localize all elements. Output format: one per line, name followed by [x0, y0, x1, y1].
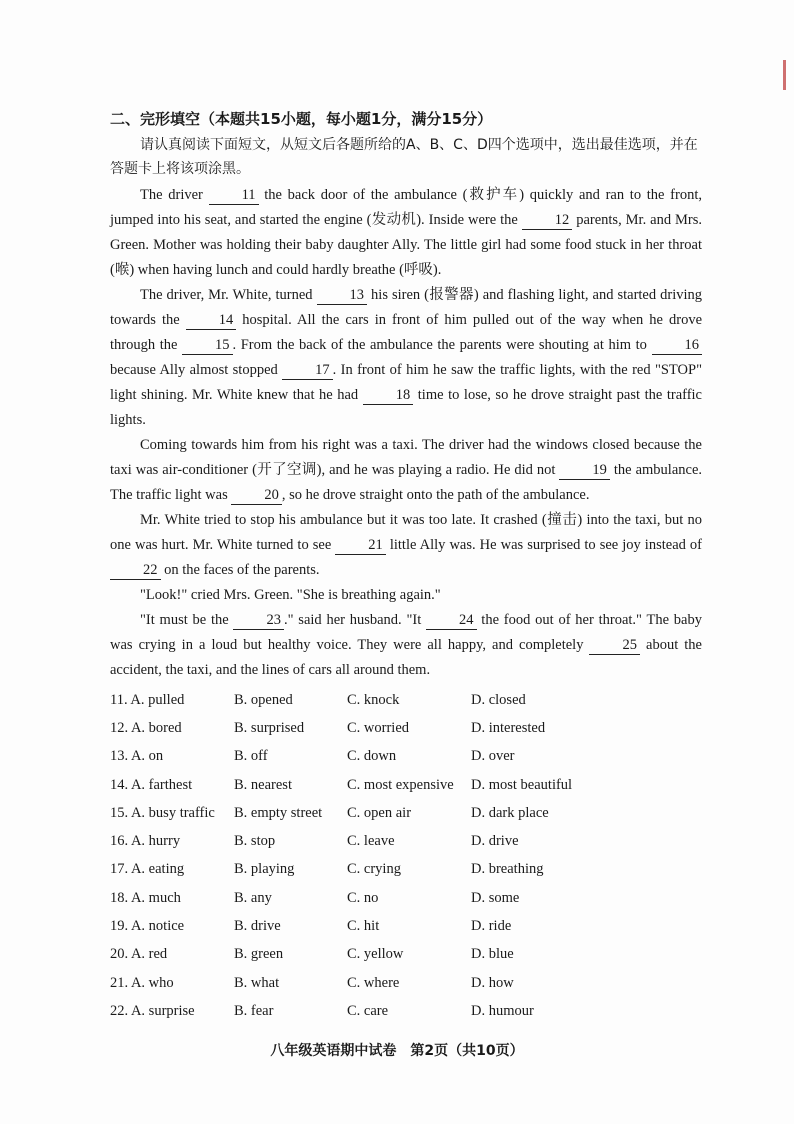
option-13-c: C. down: [347, 748, 397, 765]
option-16-a: 16. A. hurry: [110, 833, 181, 850]
option-20-b: B. green: [234, 946, 284, 963]
option-16-b: B. stop: [234, 833, 276, 850]
option-11-a: 11. A. pulled: [110, 691, 185, 708]
scan-edge-mark: [783, 60, 786, 90]
option-19-d: D. ride: [471, 918, 512, 935]
page-footer: 八年级英语期中试卷 第2页（共10页）: [270, 1043, 524, 1059]
option-20-a: 20. A. red: [110, 946, 168, 963]
blank-12: 12: [522, 212, 573, 230]
option-17-d: D. breathing: [471, 861, 544, 878]
option-row-17: [110, 856, 710, 884]
option-17-c: C. crying: [347, 861, 401, 878]
paragraph-5: "Look!" cried Mrs. Green. "She is breathing again.": [140, 587, 441, 603]
option-row-13: [110, 743, 710, 771]
option-15-b: B. empty street: [234, 804, 323, 821]
option-22-a: 22. A. surprise: [110, 1002, 195, 1019]
option-13-d: D. over: [471, 748, 515, 765]
option-12-c: C. worried: [347, 719, 410, 736]
option-21-d: D. how: [471, 974, 514, 991]
blank-24: 24: [426, 612, 477, 630]
option-21-c: C. where: [347, 974, 400, 991]
paragraph-6: "It must be the 23 ." said her husband. "It 24 the food out of her throat." The baby was crying in a loud but healthy voice. They were all happy, and completely 25 about the accident, the taxi, and the lines of cars all around them.: [110, 612, 702, 678]
blank-17: 17: [282, 362, 333, 380]
blank-14: 14: [186, 312, 237, 330]
answer-options: [110, 686, 710, 1026]
option-17-a: 17. A. eating: [110, 861, 185, 878]
option-12-d: D. interested: [471, 719, 546, 736]
blank-15: 15: [182, 337, 233, 355]
option-row-20: [110, 941, 710, 969]
option-row-16: [110, 827, 710, 855]
option-19-c: C. hit: [347, 918, 380, 935]
option-19-a: 19. A. notice: [110, 918, 185, 935]
option-11-d: D. closed: [471, 691, 526, 708]
option-21-b: B. what: [234, 974, 280, 991]
blank-16: 16: [652, 337, 703, 355]
paragraph-3: Coming towards him from his right was a taxi. The driver had the windows closed because the taxi was air-conditioner (开了空调), and he was playing a radio. He did not 19 the ambulance. The traffic light was 20 , so he drove straight onto the path of the ambulance.: [110, 437, 703, 503]
option-14-a: 14. A. farthest: [110, 776, 193, 793]
blank-11: 11: [209, 187, 259, 205]
blank-25: 25: [589, 637, 640, 655]
blank-19: 19: [559, 462, 610, 480]
option-14-c: C. most expensive: [347, 776, 454, 793]
option-row-15: [110, 799, 710, 827]
option-22-c: C. care: [347, 1002, 389, 1019]
blank-23: 23: [233, 612, 284, 630]
option-21-a: 21. A. who: [110, 974, 174, 991]
option-13-a: 13. A. on: [110, 748, 164, 765]
option-17-b: B. playing: [234, 861, 295, 878]
option-20-c: C. yellow: [347, 946, 404, 963]
option-18-b: B. any: [234, 889, 272, 906]
option-row-21: [110, 969, 710, 997]
option-row-18: [110, 884, 710, 912]
section-title: 二、完形填空（本题共15小题，每小题1分，满分15分）: [110, 110, 493, 128]
option-16-d: D. drive: [471, 833, 519, 850]
option-12-a: 12. A. bored: [110, 719, 182, 736]
blank-22: 22: [110, 562, 161, 580]
option-18-d: D. some: [471, 889, 520, 906]
option-22-b: B. fear: [234, 1002, 274, 1019]
paragraph-4: Mr. White tried to stop his ambulance but it was too late. It crashed (撞击) into the taxi, but no one was hurt. Mr. White turned to see 21 little Ally was. He was surprised to see joy instead of 22 on the faces of the parents.: [110, 512, 702, 578]
option-row-11: [110, 686, 710, 714]
option-row-19: [110, 912, 710, 940]
option-11-c: C. knock: [347, 691, 400, 708]
section-instruction: 请认真阅读下面短文，从短文后各题所给的A、B、C、D四个选项中，选出最佳选项，并在答题卡上将该项涂黑。: [110, 137, 698, 177]
option-row-12: [110, 714, 710, 742]
option-15-c: C. open air: [347, 804, 412, 821]
blank-13: 13: [317, 287, 368, 305]
paragraph-1: The driver 11 the back door of the ambulance (救护车) quickly and ran to the front, jumped into his seat, and started the engine (发动机). Inside were the 12 parents, Mr. and Mrs. Green. Mother was holding their baby daughter Ally. The little girl had some food stuck in her throat (喉) when having lunch and could hardly breathe (呼吸).: [110, 187, 702, 278]
option-14-b: B. nearest: [234, 776, 292, 793]
option-11-b: B. opened: [234, 691, 293, 708]
blank-18: 18: [363, 387, 414, 405]
blank-20: 20: [231, 487, 282, 505]
option-row-14: [110, 771, 710, 799]
cloze-passage: [110, 183, 702, 683]
option-13-b: B. off: [234, 748, 268, 765]
option-15-a: 15. A. busy traffic: [110, 804, 215, 821]
option-22-d: D. humour: [471, 1002, 534, 1019]
paragraph-2: The driver, Mr. White, turned 13 his siren (报警器) and flashing light, and started driving towards the 14 hospital. All the cars in front of him pulled out of the way when he drove through the 15 . From the back of the ambulance the parents were shouting at him to 16 because Ally almost stopped 17 . In front of him he saw the traffic lights, with the red "STOP" light shining. Mr. White knew that he had 18 time to lose, so he drove straight past the traffic lights.: [110, 287, 702, 428]
option-12-b: B. surprised: [234, 719, 305, 736]
option-row-22: [110, 997, 710, 1025]
option-19-b: B. drive: [234, 918, 281, 935]
option-16-c: C. leave: [347, 833, 395, 850]
option-18-a: 18. A. much: [110, 889, 181, 906]
option-18-c: C. no: [347, 889, 379, 906]
option-15-d: D. dark place: [471, 804, 549, 821]
option-14-d: D. most beautiful: [471, 776, 573, 793]
blank-21: 21: [335, 537, 386, 555]
option-20-d: D. blue: [471, 946, 514, 963]
